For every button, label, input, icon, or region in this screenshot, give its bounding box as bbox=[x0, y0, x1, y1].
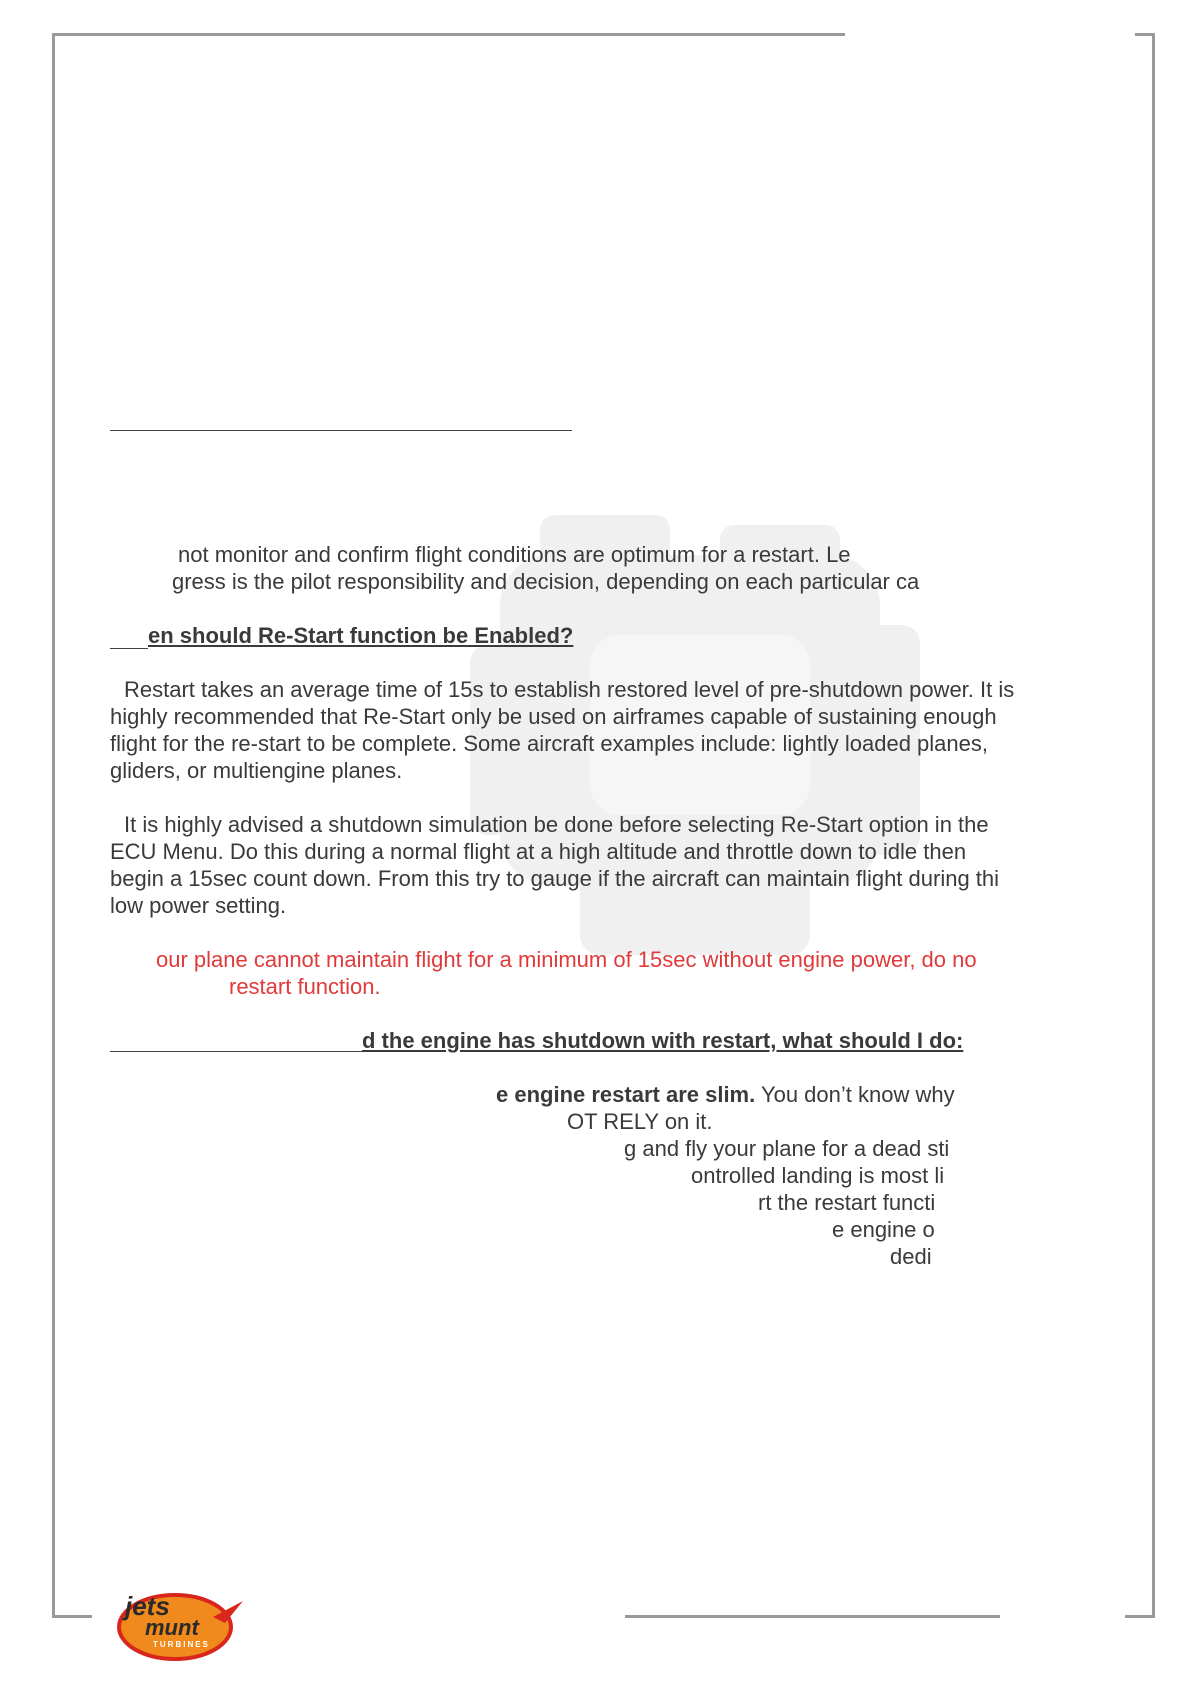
intro-line: gress is the pilot responsibility and decision, depending on each particular ca bbox=[172, 569, 920, 594]
warning-line: restart function. bbox=[229, 974, 381, 999]
answer-line: dedi bbox=[890, 1244, 932, 1269]
answer-rest: You don’t know why bbox=[755, 1082, 955, 1107]
logo-text-turbines: TURBINES bbox=[153, 1640, 210, 1649]
frame-left bbox=[52, 33, 55, 1618]
frame-right bbox=[1152, 33, 1155, 1618]
para2-line: ECU Menu. Do this during a normal flight at a high altitude and throttle down to idle then bbox=[110, 839, 967, 864]
para2-line: It is highly advised a shutdown simulation be done before selecting Re-Start option in the bbox=[124, 812, 989, 837]
heading-when-restart: en should Re-Start function be Enabled? bbox=[148, 623, 574, 648]
intro-line: not monitor and confirm flight conditions are optimum for a restart. Le bbox=[178, 542, 851, 567]
logo-text-jets: jets bbox=[125, 1591, 170, 1621]
para1-line: flight for the re-start to be complete. Some aircraft examples include: lightly loaded planes, bbox=[110, 731, 989, 756]
heading-shutdown-restart bbox=[362, 1027, 963, 1054]
para1-line: gliders, or multiengine planes. bbox=[110, 758, 403, 783]
heading-when-underline bbox=[110, 648, 148, 649]
answer-line-first bbox=[496, 1081, 955, 1108]
answer-bold: e engine restart are slim. bbox=[496, 1082, 756, 1107]
para2-line: low power setting. bbox=[110, 893, 287, 918]
heading-shutdown-text: d the engine has shutdown with restart, what should I do: bbox=[362, 1028, 964, 1053]
answer-line: OT RELY on it. bbox=[567, 1109, 713, 1134]
para2-line: begin a 15sec count down. From this try to gauge if the aircraft can maintain flight during thi bbox=[110, 866, 1000, 891]
jetsmunt-logo bbox=[115, 1583, 245, 1661]
heading-shutdown-underline bbox=[110, 1051, 362, 1052]
answer-line: g and fly your plane for a dead sti bbox=[624, 1136, 950, 1161]
answer-line: ontrolled landing is most li bbox=[691, 1163, 945, 1188]
para1-line: Restart takes an average time of 15s to establish restored level of pre-shutdown power. It is bbox=[124, 677, 1015, 702]
top-rule bbox=[110, 430, 572, 431]
para1-line: highly recommended that Re-Start only be used on airframes capable of sustaining enough bbox=[110, 704, 997, 729]
answer-line: rt the restart functi bbox=[758, 1190, 936, 1215]
answer-line: e engine o bbox=[832, 1217, 935, 1242]
logo-text-munt: munt bbox=[145, 1615, 199, 1640]
frame-top-gap bbox=[845, 28, 1135, 54]
frame-bottom-gap-right bbox=[1000, 1590, 1125, 1655]
warning-line: our plane cannot maintain flight for a minimum of 15sec without engine power, do no bbox=[156, 947, 977, 972]
